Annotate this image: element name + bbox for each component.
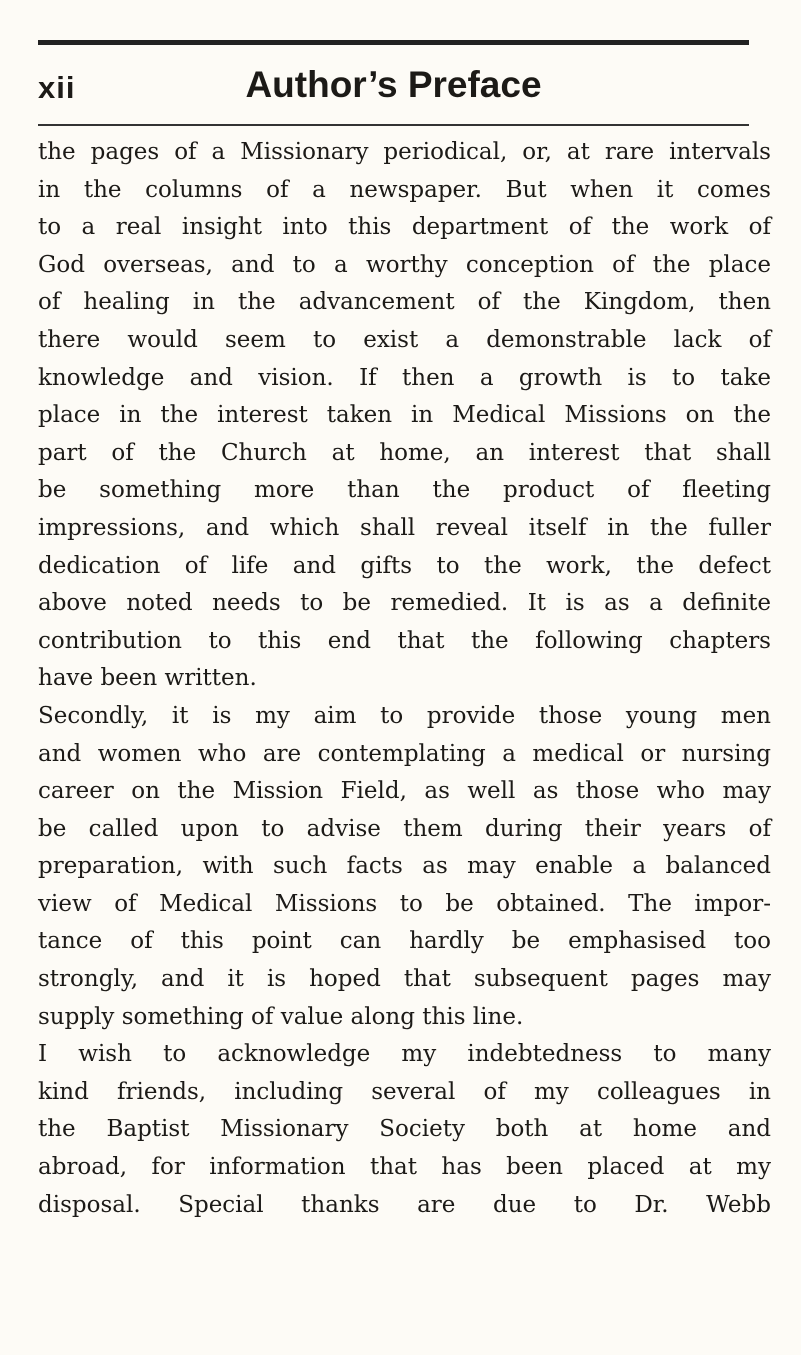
running-head: Author’s Preface [245, 64, 542, 105]
text-line: contribution to this end that the following chapters [38, 627, 771, 654]
text-line: part of the Church at home, an interest that shall [38, 439, 771, 466]
text-line: impressions, and which shall reveal itself in the fuller [38, 514, 771, 541]
header-top-rule [38, 40, 749, 45]
text-line: place in the interest taken in Medical Missions on the [38, 402, 771, 429]
text-line: be something more than the product of fleeting [38, 477, 771, 504]
text-line: strongly, and it is hoped that subsequent pages may [38, 966, 771, 993]
text-line: to a real insight into this department of the work of [38, 214, 771, 241]
text-line: I wish to acknowledge my indebtedness to many [38, 1041, 771, 1068]
text-line: view of Medical Missions to be obtained. The impor- [38, 890, 771, 917]
text-line: kind friends, including several of my colleagues in [38, 1078, 771, 1105]
text-line: dedication of life and gifts to the work, the defect [38, 552, 771, 579]
text-line-paragraph-end: have been written. [38, 665, 257, 692]
body-text [38, 134, 771, 1224]
text-line: abroad, for information that has been placed at my [38, 1154, 771, 1181]
page-header [38, 64, 749, 114]
text-line: disposal. Special thanks are due to Dr. Webb [38, 1191, 771, 1218]
text-line: of healing in the advancement of the Kingdom, then [38, 289, 771, 316]
text-line: tance of this point can hardly be emphasised too [38, 928, 771, 955]
text-line: in the columns of a newspaper. But when it comes [38, 176, 771, 203]
text-line-paragraph-end: supply something of value along this line. [38, 1003, 524, 1030]
text-line: the pages of a Missionary periodical, or, at rare intervals [38, 139, 771, 165]
text-line: and women who are contemplating a medical or nursing [38, 740, 771, 767]
text-line: above noted needs to be remedied. It is as a definite [38, 590, 771, 617]
text-line: God overseas, and to a worthy conception of the place [38, 251, 771, 278]
page-number: xii [38, 70, 76, 105]
header-bottom-rule [38, 124, 749, 126]
text-line: be called upon to advise them during their years of [38, 815, 771, 842]
text-line: Secondly, it is my aim to provide those young men [38, 702, 771, 729]
text-line: career on the Mission Field, as well as those who may [38, 778, 771, 805]
text-line: the Baptist Missionary Society both at home and [38, 1116, 771, 1143]
text-line: there would seem to exist a demonstrable lack of [38, 326, 771, 353]
text-line: knowledge and vision. If then a growth is to take [38, 364, 771, 391]
text-line: preparation, with such facts as may enable a balanced [38, 853, 771, 880]
